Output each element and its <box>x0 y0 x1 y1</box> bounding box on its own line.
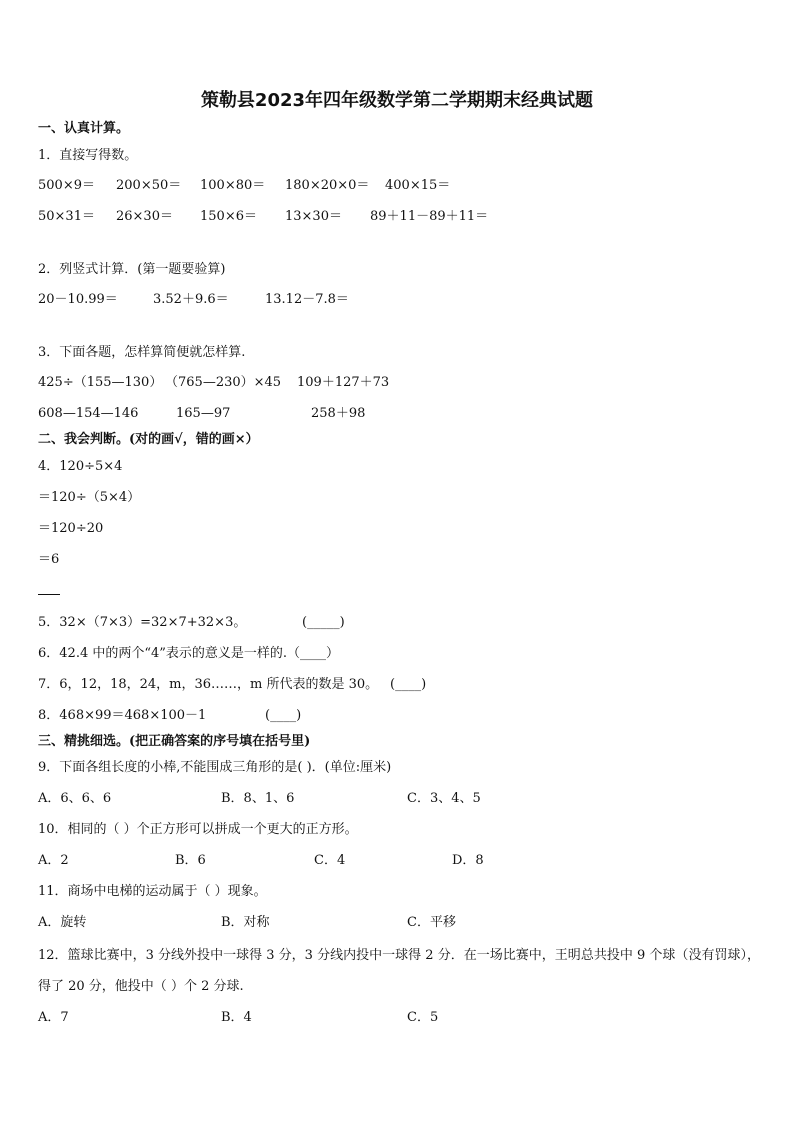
q1-item: 26×30＝ <box>116 209 173 224</box>
q3-item: 258＋98 <box>311 406 366 421</box>
q1-item: 13×30＝ <box>285 209 342 224</box>
q11-option: C．平移 <box>407 915 456 930</box>
page-title: 策勒县2023年四年级数学第二学期期末经典试题 <box>200 90 594 111</box>
q4-line: ＝120÷（5×4） <box>38 490 141 505</box>
question-2-label: 2．列竖式计算．(第一题要验算) <box>38 262 226 277</box>
q3-item: 165—97 <box>176 406 231 421</box>
question-8-text: 8．468×99＝468×100－1 <box>38 708 207 723</box>
answer-blank-line <box>38 594 60 595</box>
q9-option: C．3、4、5 <box>407 791 481 806</box>
q1-item: 200×50＝ <box>116 178 182 193</box>
q1-item: 150×6＝ <box>200 209 257 224</box>
question-11-label: 11．商场中电梯的运动属于（ ）现象。 <box>38 884 267 899</box>
q12-option: B．4 <box>221 1010 252 1025</box>
q1-item: 180×20×0＝ <box>285 178 370 193</box>
q3-item: 608—154—146 <box>38 406 139 421</box>
q10-option: A．2 <box>38 853 69 868</box>
q10-option: C．4 <box>314 853 346 868</box>
q11-option: A．旋转 <box>38 915 87 930</box>
question-9-label: 9．下面各组长度的小棒,不能围成三角形的是( )．(单位:厘米) <box>38 760 392 775</box>
q9-option: A．6、6、6 <box>38 791 112 806</box>
q10-option: B．6 <box>175 853 206 868</box>
question-1-label: 1．直接写得数。 <box>38 148 138 163</box>
q1-item: 400×15＝ <box>385 178 451 193</box>
q12-option: A．7 <box>38 1010 69 1025</box>
q2-item: 3.52＋9.6＝ <box>153 292 229 307</box>
question-7-text: 7．6，12，18，24，m，36……，m 所代表的数是 30。 <box>38 677 379 692</box>
question-3-label: 3．下面各题，怎样算简便就怎样算. <box>38 345 246 360</box>
q4-line: ＝120÷20 <box>38 521 104 536</box>
q2-item: 13.12－7.8＝ <box>265 292 349 307</box>
q9-option: B．8、1、6 <box>221 791 295 806</box>
question-12-label: 12．篮球比赛中，3 分线外投中一球得 3 分，3 分线内投中一球得 2 分．在一场比赛中，王明总共投中 9 个球（没有罚球），得了 20 分，他投中（ ）个 2 分球. <box>38 948 760 994</box>
question-7-blank: (____) <box>390 677 427 692</box>
q3-item: （765—230）×45 <box>165 375 282 390</box>
q1-item: 500×9＝ <box>38 178 95 193</box>
section-1-heading: 一、认真计算。 <box>38 121 130 136</box>
question-5-text: 5．32×（7×3）=32×7+32×3。 <box>38 615 247 630</box>
section-3-heading: 三、精挑细选。(把正确答案的序号填在括号里) <box>38 734 311 749</box>
q1-item: 89＋11－89＋11＝ <box>370 209 489 224</box>
question-10-label: 10．相同的（ ）个正方形可以拼成一个更大的正方形。 <box>38 822 358 837</box>
section-2-heading: 二、我会判断。(对的画√，错的画×） <box>38 432 259 447</box>
q1-item: 100×80＝ <box>200 178 266 193</box>
q10-option: D．8 <box>452 853 484 868</box>
q4-line: ＝6 <box>38 552 60 567</box>
q3-item: 425÷（155—130） <box>38 375 163 390</box>
q2-item: 20－10.99＝ <box>38 292 118 307</box>
q3-item: 109＋127＋73 <box>297 375 390 390</box>
q1-item: 50×31＝ <box>38 209 95 224</box>
q4-line: 4．120÷5×4 <box>38 459 123 474</box>
question-8-blank: (____) <box>265 708 302 723</box>
question-6-text: 6．42.4 中的两个“4”表示的意义是一样的.（____） <box>38 646 340 661</box>
question-5-blank: (_____) <box>302 615 345 630</box>
q11-option: B．对称 <box>221 915 270 930</box>
q12-option: C．5 <box>407 1010 439 1025</box>
